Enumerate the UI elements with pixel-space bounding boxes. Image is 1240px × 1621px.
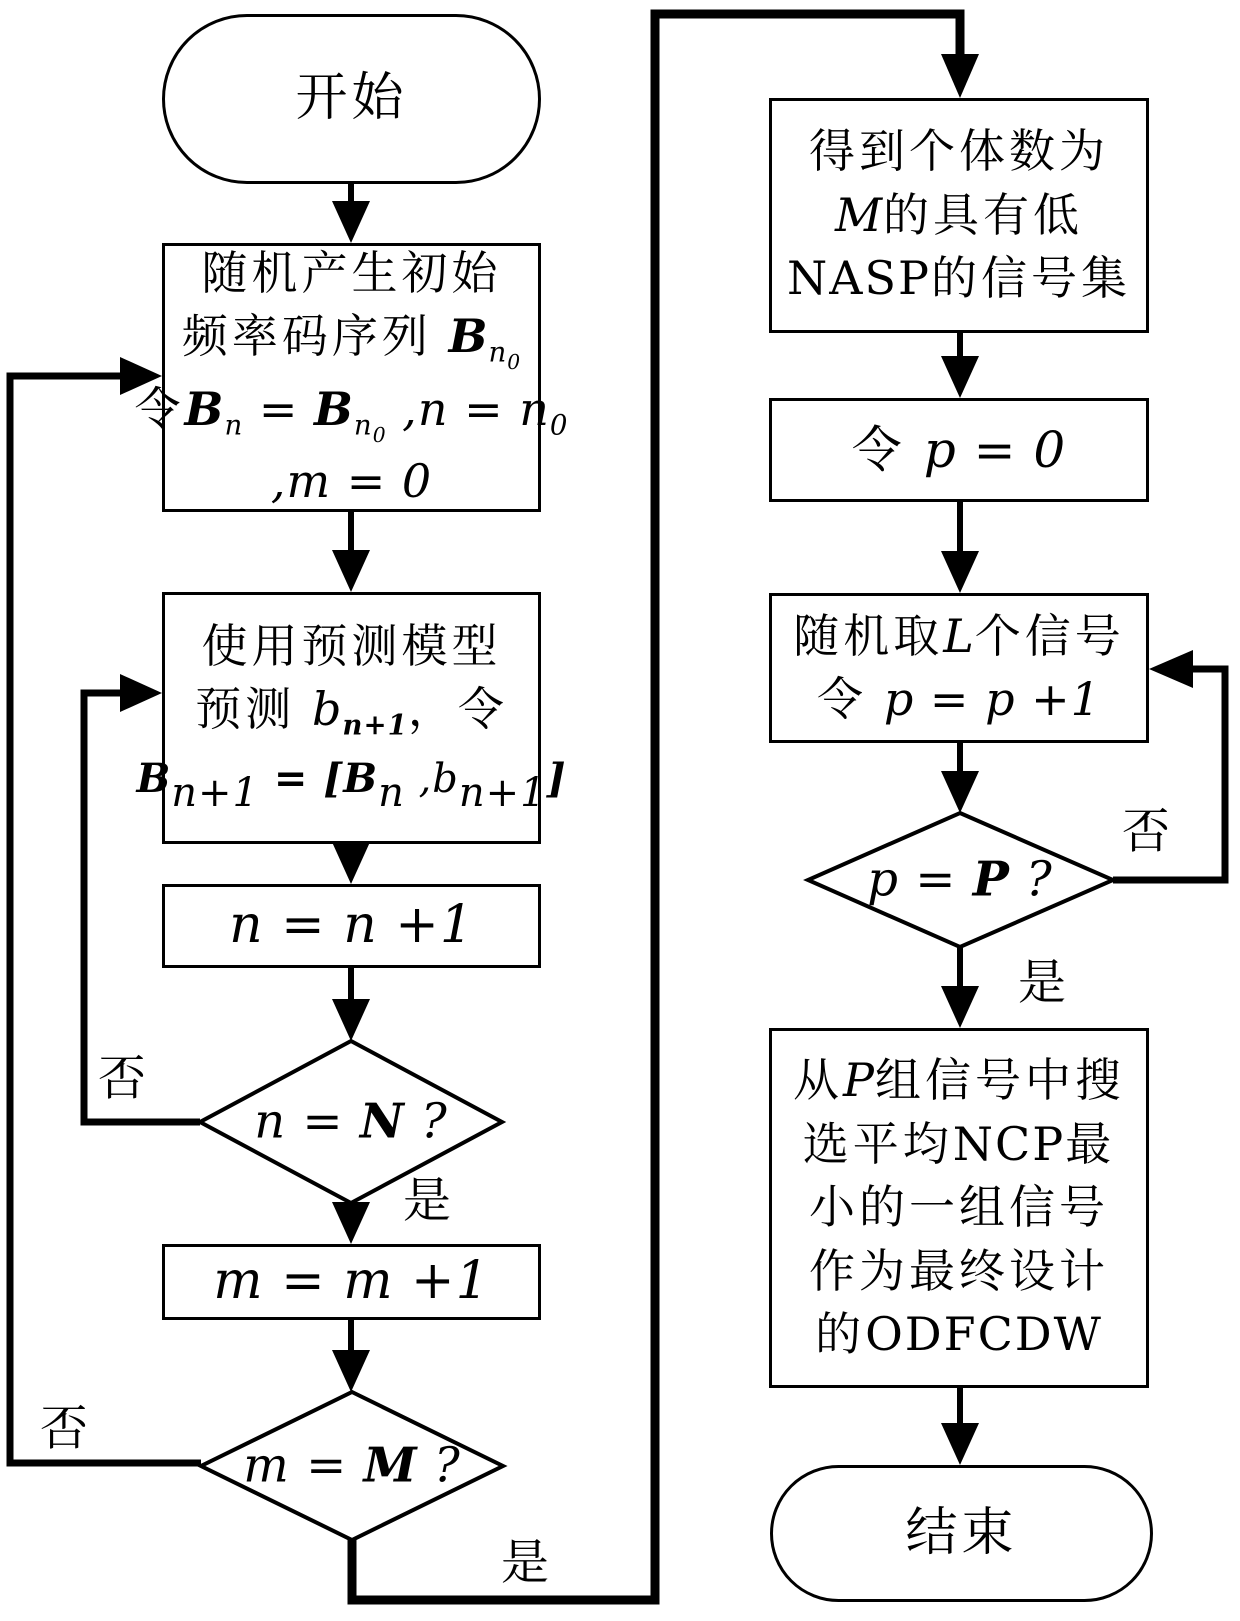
process-p-zero: [769, 398, 1149, 502]
flow-arrow-search-to-end: [941, 1388, 979, 1465]
flow-arrow-decide-n-yes: [332, 1202, 370, 1244]
end-terminal: [770, 1465, 1153, 1602]
branch-label-m-no: 否: [39, 1402, 89, 1456]
branch-label-m-yes: 是: [500, 1536, 550, 1590]
node-text-line: n = N ?: [254, 1093, 448, 1150]
node-text-line: n = n +1: [229, 895, 474, 956]
branch-label-n-no: 否: [97, 1052, 147, 1106]
node-text-line: m = M ?: [243, 1437, 461, 1494]
node-text-line: 预测 $b_{n+1}$，令: [195, 682, 508, 742]
node-text-line: 小的一组信号: [809, 1181, 1109, 1234]
node-text-line: 令 p = 0: [851, 420, 1067, 479]
node-text-line: 的ODFCDW: [815, 1307, 1103, 1362]
process-n-increment: [162, 884, 541, 968]
node-text-line: 选平均NCP最: [802, 1116, 1116, 1171]
node-text-line: 频率码序列 $B_{n0}$: [181, 309, 522, 375]
process-signal-set: [769, 98, 1149, 333]
flow-arrow-ninc-to-decide-n: [332, 968, 370, 1041]
process-search-best-group: [769, 1028, 1149, 1388]
decision-n-label: [254, 1088, 448, 1155]
node-text-line: 令$B_n = B_{n0}$ $,n = n_0$: [134, 381, 569, 447]
node-text-line: 随机产生初始: [201, 246, 502, 299]
node-text-line: 开始: [295, 69, 408, 128]
branch-label-n-yes: 是: [402, 1174, 452, 1228]
flow-arrow-start-to-init: [332, 184, 370, 243]
decision-m-label: [243, 1432, 460, 1499]
node-text-line: 令 p = p +1: [817, 672, 1101, 726]
node-text-line: 结束: [905, 1503, 1018, 1562]
node-text-line: 得到个体数为: [809, 125, 1109, 178]
node-text-line: 使用预测模型: [201, 619, 502, 672]
node-text-line: 作为最终设计: [809, 1244, 1109, 1297]
process-predict-model: [136, 592, 567, 844]
branch-label-p-yes: 是: [1017, 956, 1067, 1010]
decision-p-label: [867, 846, 1053, 913]
flow-arrow-pickl-to-decide-p: [941, 743, 979, 813]
node-text-line: 随机取L个信号: [793, 608, 1125, 663]
start-terminal: [162, 14, 541, 184]
node-text-line: NASP的信号集: [787, 251, 1131, 306]
node-text-line: ,m = 0: [270, 453, 433, 508]
process-m-increment: [162, 1244, 541, 1320]
process-pick-l-signals: [769, 593, 1149, 743]
node-text-line: p = P ?: [867, 851, 1053, 908]
flow-arrow-decide-p-yes: [941, 947, 979, 1028]
flow-arrow-signal-set-to-pzero: [941, 333, 979, 398]
node-text-line: 从P组信号中搜: [793, 1053, 1125, 1108]
branch-label-p-no: 否: [1121, 805, 1171, 859]
process-init-sequence: [134, 243, 569, 512]
node-text-line: M的具有低: [834, 187, 1084, 242]
flow-arrow-init-to-predict: [332, 512, 370, 592]
node-text-line: Bn+1 = [Bn ,bn+1]: [136, 755, 567, 816]
flow-arrow-predict-to-ninc: [332, 842, 370, 884]
node-text-line: m = m +1: [213, 1251, 490, 1312]
flow-arrow-pzero-to-pickl: [941, 502, 979, 593]
flow-arrow-minc-to-decide-m: [332, 1320, 370, 1392]
